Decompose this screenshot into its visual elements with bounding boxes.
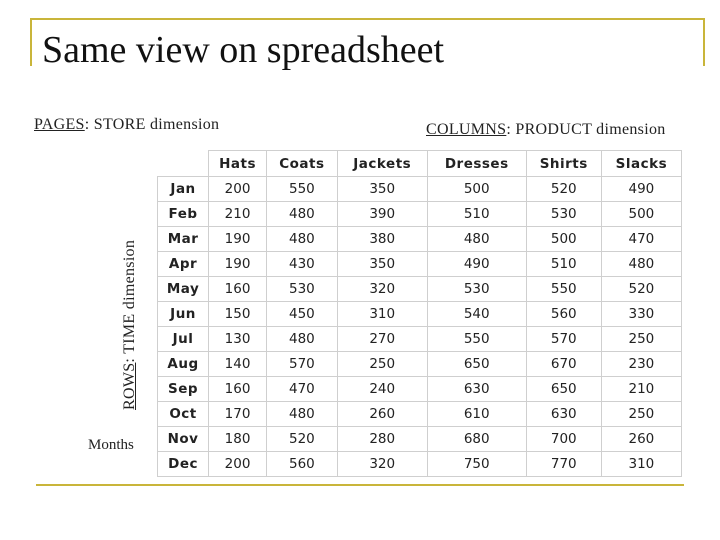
table-header-row: [158, 151, 682, 177]
table-cell: 250: [601, 327, 681, 352]
table-cell: 650: [526, 377, 601, 402]
table-cell: 700: [526, 427, 601, 452]
table-cell: 390: [337, 202, 427, 227]
table-cell: 480: [267, 227, 338, 252]
row-header: May: [158, 277, 209, 302]
column-header: Coats: [267, 151, 338, 177]
pages-dimension-label: [34, 116, 219, 134]
table-cell: 310: [337, 302, 427, 327]
table-row: [158, 277, 682, 302]
table-cell: 770: [526, 452, 601, 477]
column-header: Hats: [209, 151, 267, 177]
table-cell: 130: [209, 327, 267, 352]
table-cell: 530: [526, 202, 601, 227]
row-header: Feb: [158, 202, 209, 227]
pages-rest: : STORE dimension: [84, 116, 220, 133]
table-cell: 260: [601, 427, 681, 452]
table-cell: 670: [526, 352, 601, 377]
corner-cell: [158, 151, 209, 177]
row-header: Jun: [158, 302, 209, 327]
table-cell: 480: [267, 327, 338, 352]
table-row: [158, 202, 682, 227]
table-cell: 250: [601, 402, 681, 427]
table-cell: 570: [526, 327, 601, 352]
table-row: [158, 252, 682, 277]
table-cell: 750: [427, 452, 526, 477]
row-header: Sep: [158, 377, 209, 402]
table-row: [158, 402, 682, 427]
sales-table: [157, 150, 682, 477]
table-cell: 530: [427, 277, 526, 302]
table-cell: 160: [209, 277, 267, 302]
row-header: Aug: [158, 352, 209, 377]
table-body: [158, 177, 682, 477]
rows-dimension-label: [121, 240, 139, 410]
row-header: Oct: [158, 402, 209, 427]
table-cell: 480: [267, 202, 338, 227]
table-cell: 610: [427, 402, 526, 427]
table-row: [158, 352, 682, 377]
table-cell: 500: [526, 227, 601, 252]
months-label: Months: [88, 437, 134, 453]
table-cell: 190: [209, 252, 267, 277]
table-cell: 550: [267, 177, 338, 202]
column-header: Dresses: [427, 151, 526, 177]
table-row: [158, 177, 682, 202]
row-header: Mar: [158, 227, 209, 252]
row-header: Dec: [158, 452, 209, 477]
row-header: Jul: [158, 327, 209, 352]
row-header: Apr: [158, 252, 209, 277]
table-cell: 450: [267, 302, 338, 327]
table-cell: 490: [427, 252, 526, 277]
table-cell: 260: [337, 402, 427, 427]
table-cell: 520: [267, 427, 338, 452]
table-cell: 570: [267, 352, 338, 377]
table-cell: 350: [337, 252, 427, 277]
table-cell: 320: [337, 277, 427, 302]
table-cell: 480: [427, 227, 526, 252]
table-cell: 470: [267, 377, 338, 402]
bottom-rule: [36, 484, 684, 486]
table-cell: 280: [337, 427, 427, 452]
table-cell: 480: [601, 252, 681, 277]
table-cell: 560: [526, 302, 601, 327]
table-row: [158, 377, 682, 402]
table-cell: 250: [337, 352, 427, 377]
rows-keyword: ROWS: [121, 362, 138, 410]
table-cell: 190: [209, 227, 267, 252]
table-cell: 230: [601, 352, 681, 377]
table-cell: 150: [209, 302, 267, 327]
table-cell: 650: [427, 352, 526, 377]
right-rule: [703, 18, 705, 66]
row-header: Jan: [158, 177, 209, 202]
table-cell: 200: [209, 452, 267, 477]
table-cell: 210: [209, 202, 267, 227]
table-row: [158, 452, 682, 477]
table-cell: 210: [601, 377, 681, 402]
table-cell: 430: [267, 252, 338, 277]
table-cell: 470: [601, 227, 681, 252]
table-cell: 500: [601, 202, 681, 227]
table-cell: 560: [267, 452, 338, 477]
table-cell: 520: [601, 277, 681, 302]
table-row: [158, 302, 682, 327]
table-cell: 510: [526, 252, 601, 277]
table-cell: 680: [427, 427, 526, 452]
table-cell: 550: [526, 277, 601, 302]
table-cell: 200: [209, 177, 267, 202]
table-cell: 160: [209, 377, 267, 402]
table-cell: 510: [427, 202, 526, 227]
left-rule: [30, 18, 32, 66]
table-cell: 170: [209, 402, 267, 427]
table-cell: 500: [427, 177, 526, 202]
top-rule: [30, 18, 704, 20]
row-header: Nov: [158, 427, 209, 452]
table-row: [158, 427, 682, 452]
table-cell: 180: [209, 427, 267, 452]
table-cell: 270: [337, 327, 427, 352]
table-cell: 480: [267, 402, 338, 427]
columns-rest: : PRODUCT dimension: [506, 121, 666, 138]
table-cell: 330: [601, 302, 681, 327]
table-cell: 630: [427, 377, 526, 402]
table-cell: 240: [337, 377, 427, 402]
table-cell: 550: [427, 327, 526, 352]
table-cell: 380: [337, 227, 427, 252]
table-cell: 490: [601, 177, 681, 202]
table-cell: 520: [526, 177, 601, 202]
pages-keyword: PAGES: [34, 116, 85, 133]
table-cell: 140: [209, 352, 267, 377]
table-cell: 320: [337, 452, 427, 477]
columns-keyword: COLUMNS: [426, 121, 507, 138]
table-row: [158, 327, 682, 352]
column-header: Jackets: [337, 151, 427, 177]
columns-dimension-label: [426, 121, 666, 139]
table-cell: 540: [427, 302, 526, 327]
table-cell: 310: [601, 452, 681, 477]
table-cell: 630: [526, 402, 601, 427]
table-cell: 530: [267, 277, 338, 302]
column-header: Shirts: [526, 151, 601, 177]
column-header: Slacks: [601, 151, 681, 177]
slide-title: Same view on spreadsheet: [42, 29, 445, 71]
table-cell: 350: [337, 177, 427, 202]
rows-rest: : TIME dimension: [121, 239, 138, 363]
table-row: [158, 227, 682, 252]
